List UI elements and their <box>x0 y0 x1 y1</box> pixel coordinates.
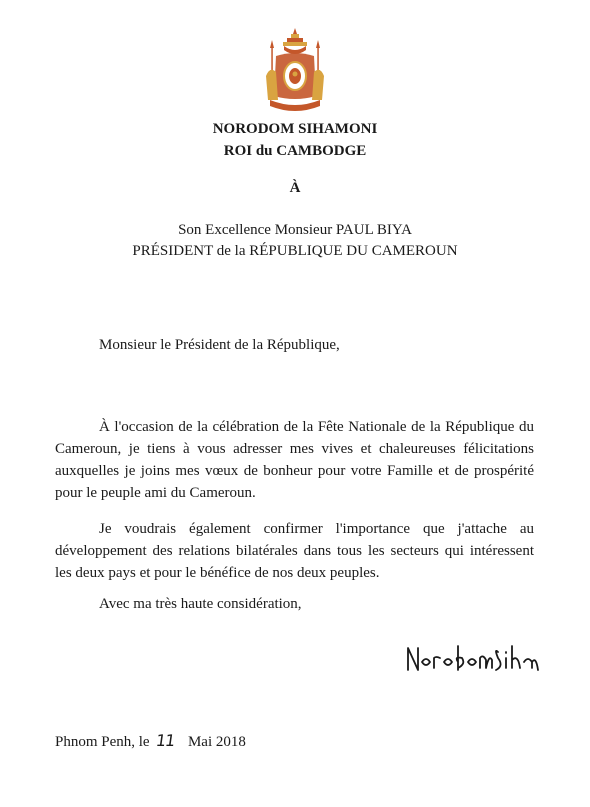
date-day-handwritten: 11 <box>154 731 176 750</box>
body-paragraph-2: Je voudrais également confirmer l'importance que j'attache au développement des relations bilatérales dans tous les secteurs qui intéressent les deux pays et pour le bénéfice de nos deux peuples. <box>55 521 534 581</box>
body-paragraph-1: À l'occasion de la célébration de la Fête Nationale de la République du Cameroun, je tiens à vous adresser mes vives et chaleureuses félicitations auxquelles je joins mes vœux de bonheur pour votre Famille et de prospérité pour le peuple ami du Cameroun. <box>55 419 534 501</box>
addressee-marker: À <box>289 180 301 196</box>
date-month-year: Mai 2018 <box>187 734 246 750</box>
sender-name: NORODOM SIHAMONI <box>212 121 378 137</box>
salutation: Monsieur le Président de la République, <box>99 337 340 353</box>
date-city: Phnom Penh, le <box>55 734 150 750</box>
royal-coat-of-arms-icon <box>262 26 328 114</box>
date-line <box>55 731 246 751</box>
sender-title: ROI du CAMBODGE <box>223 143 367 159</box>
recipient-title: PRÉSIDENT de la RÉPUBLIQUE DU CAMEROUN <box>132 243 458 259</box>
recipient-name: Son Excellence Monsieur PAUL BIYA <box>178 222 412 238</box>
handwritten-signature-icon <box>402 640 542 676</box>
closing-formula: Avec ma très haute considération, <box>99 596 302 612</box>
